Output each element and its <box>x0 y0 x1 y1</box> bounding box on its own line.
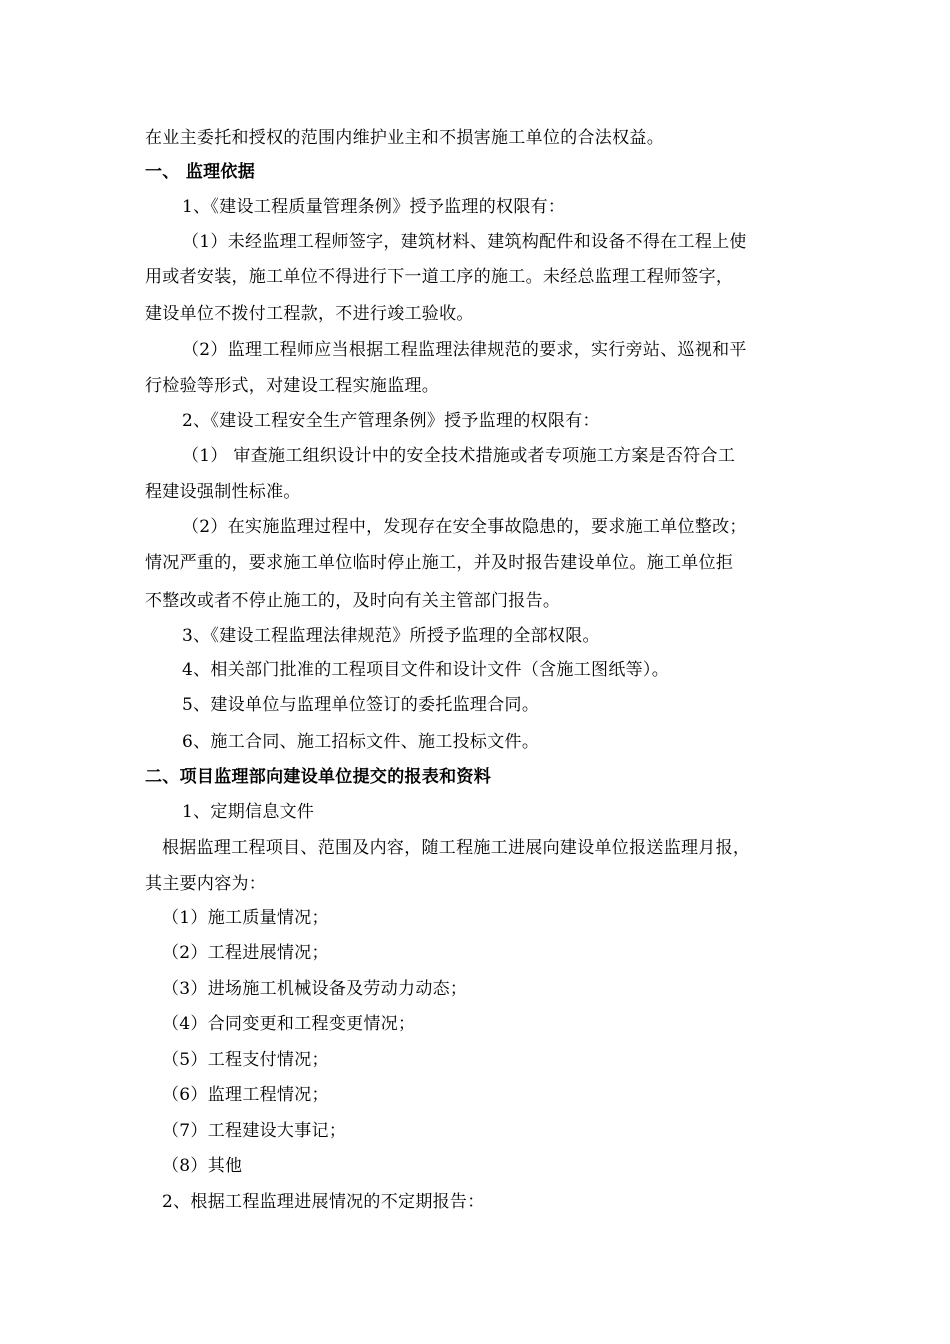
text-line: 程建设强制性标准。 <box>145 482 301 502</box>
text-line: 行检验等形式，对建设工程实施监理。 <box>145 376 440 396</box>
list-item: （1）施工质量情况； <box>162 908 329 928</box>
text-line: 2、《建设工程安全生产管理条例》授予监理的权限有： <box>182 411 600 431</box>
list-item: （8）其他 <box>162 1156 243 1176</box>
section-heading: 一、 监理依据 <box>145 162 256 182</box>
text-line: 4、相关部门批准的工程项目文件和设计文件（含施工图纸等）。 <box>182 660 670 680</box>
text-line: 3、《建设工程监理法律规范》所授予监理的全部权限。 <box>182 626 600 646</box>
text-line: 情况严重的，要求施工单位临时停止施工，并及时报告建设单位。施工单位拒 <box>145 553 734 573</box>
list-item: （6）监理工程情况； <box>162 1085 329 1105</box>
text-line: （1） 审查施工组织设计中的安全技术措施或者专项施工方案是否符合工 <box>182 446 736 466</box>
text-line: 1、定期信息文件 <box>182 802 315 822</box>
list-item: （3）进场施工机械设备及劳动力动态； <box>162 979 468 999</box>
text-line: 1、《建设工程质量管理条例》授予监理的权限有： <box>182 197 566 217</box>
text-line: 5、建设单位与监理单位签订的委托监理合同。 <box>182 695 540 715</box>
text-line: 在业主委托和授权的范围内维护业主和不损害施工单位的合法权益。 <box>145 128 664 148</box>
list-item: （7）工程建设大事记； <box>162 1121 347 1141</box>
text-line: 建设单位不拨付工程款，不进行竣工验收。 <box>145 304 474 324</box>
text-line: （2）监理工程师应当根据工程监理法律规范的要求，实行旁站、巡视和平 <box>182 340 747 360</box>
text-line: 不整改或者不停止施工的，及时向有关主管部门报告。 <box>145 591 561 611</box>
list-item: （4）合同变更和工程变更情况； <box>162 1014 416 1034</box>
text-line: 用或者安装，施工单位不得进行下一道工序的施工。未经总监理工程师签字， <box>145 267 734 287</box>
text-line: （2）在实施监理过程中，发现存在安全事故隐患的，要求施工单位整改； <box>182 517 747 537</box>
text-line: 6、施工合同、施工招标文件、施工投标文件。 <box>182 732 540 752</box>
section-heading: 二、项目监理部向建设单位提交的报表和资料 <box>145 767 491 787</box>
text-line: 2、根据工程监理进展情况的不定期报告： <box>162 1192 485 1212</box>
list-item: （2）工程进展情况； <box>162 943 329 963</box>
text-line: （1）未经监理工程师签字，建筑材料、建筑构配件和设备不得在工程上使 <box>182 232 747 252</box>
list-item: （5）工程支付情况； <box>162 1050 329 1070</box>
text-line: 其主要内容为： <box>145 874 267 894</box>
text-line: 根据监理工程项目、范围及内容，随工程施工进展向建设单位报送监理月报， <box>162 838 751 858</box>
